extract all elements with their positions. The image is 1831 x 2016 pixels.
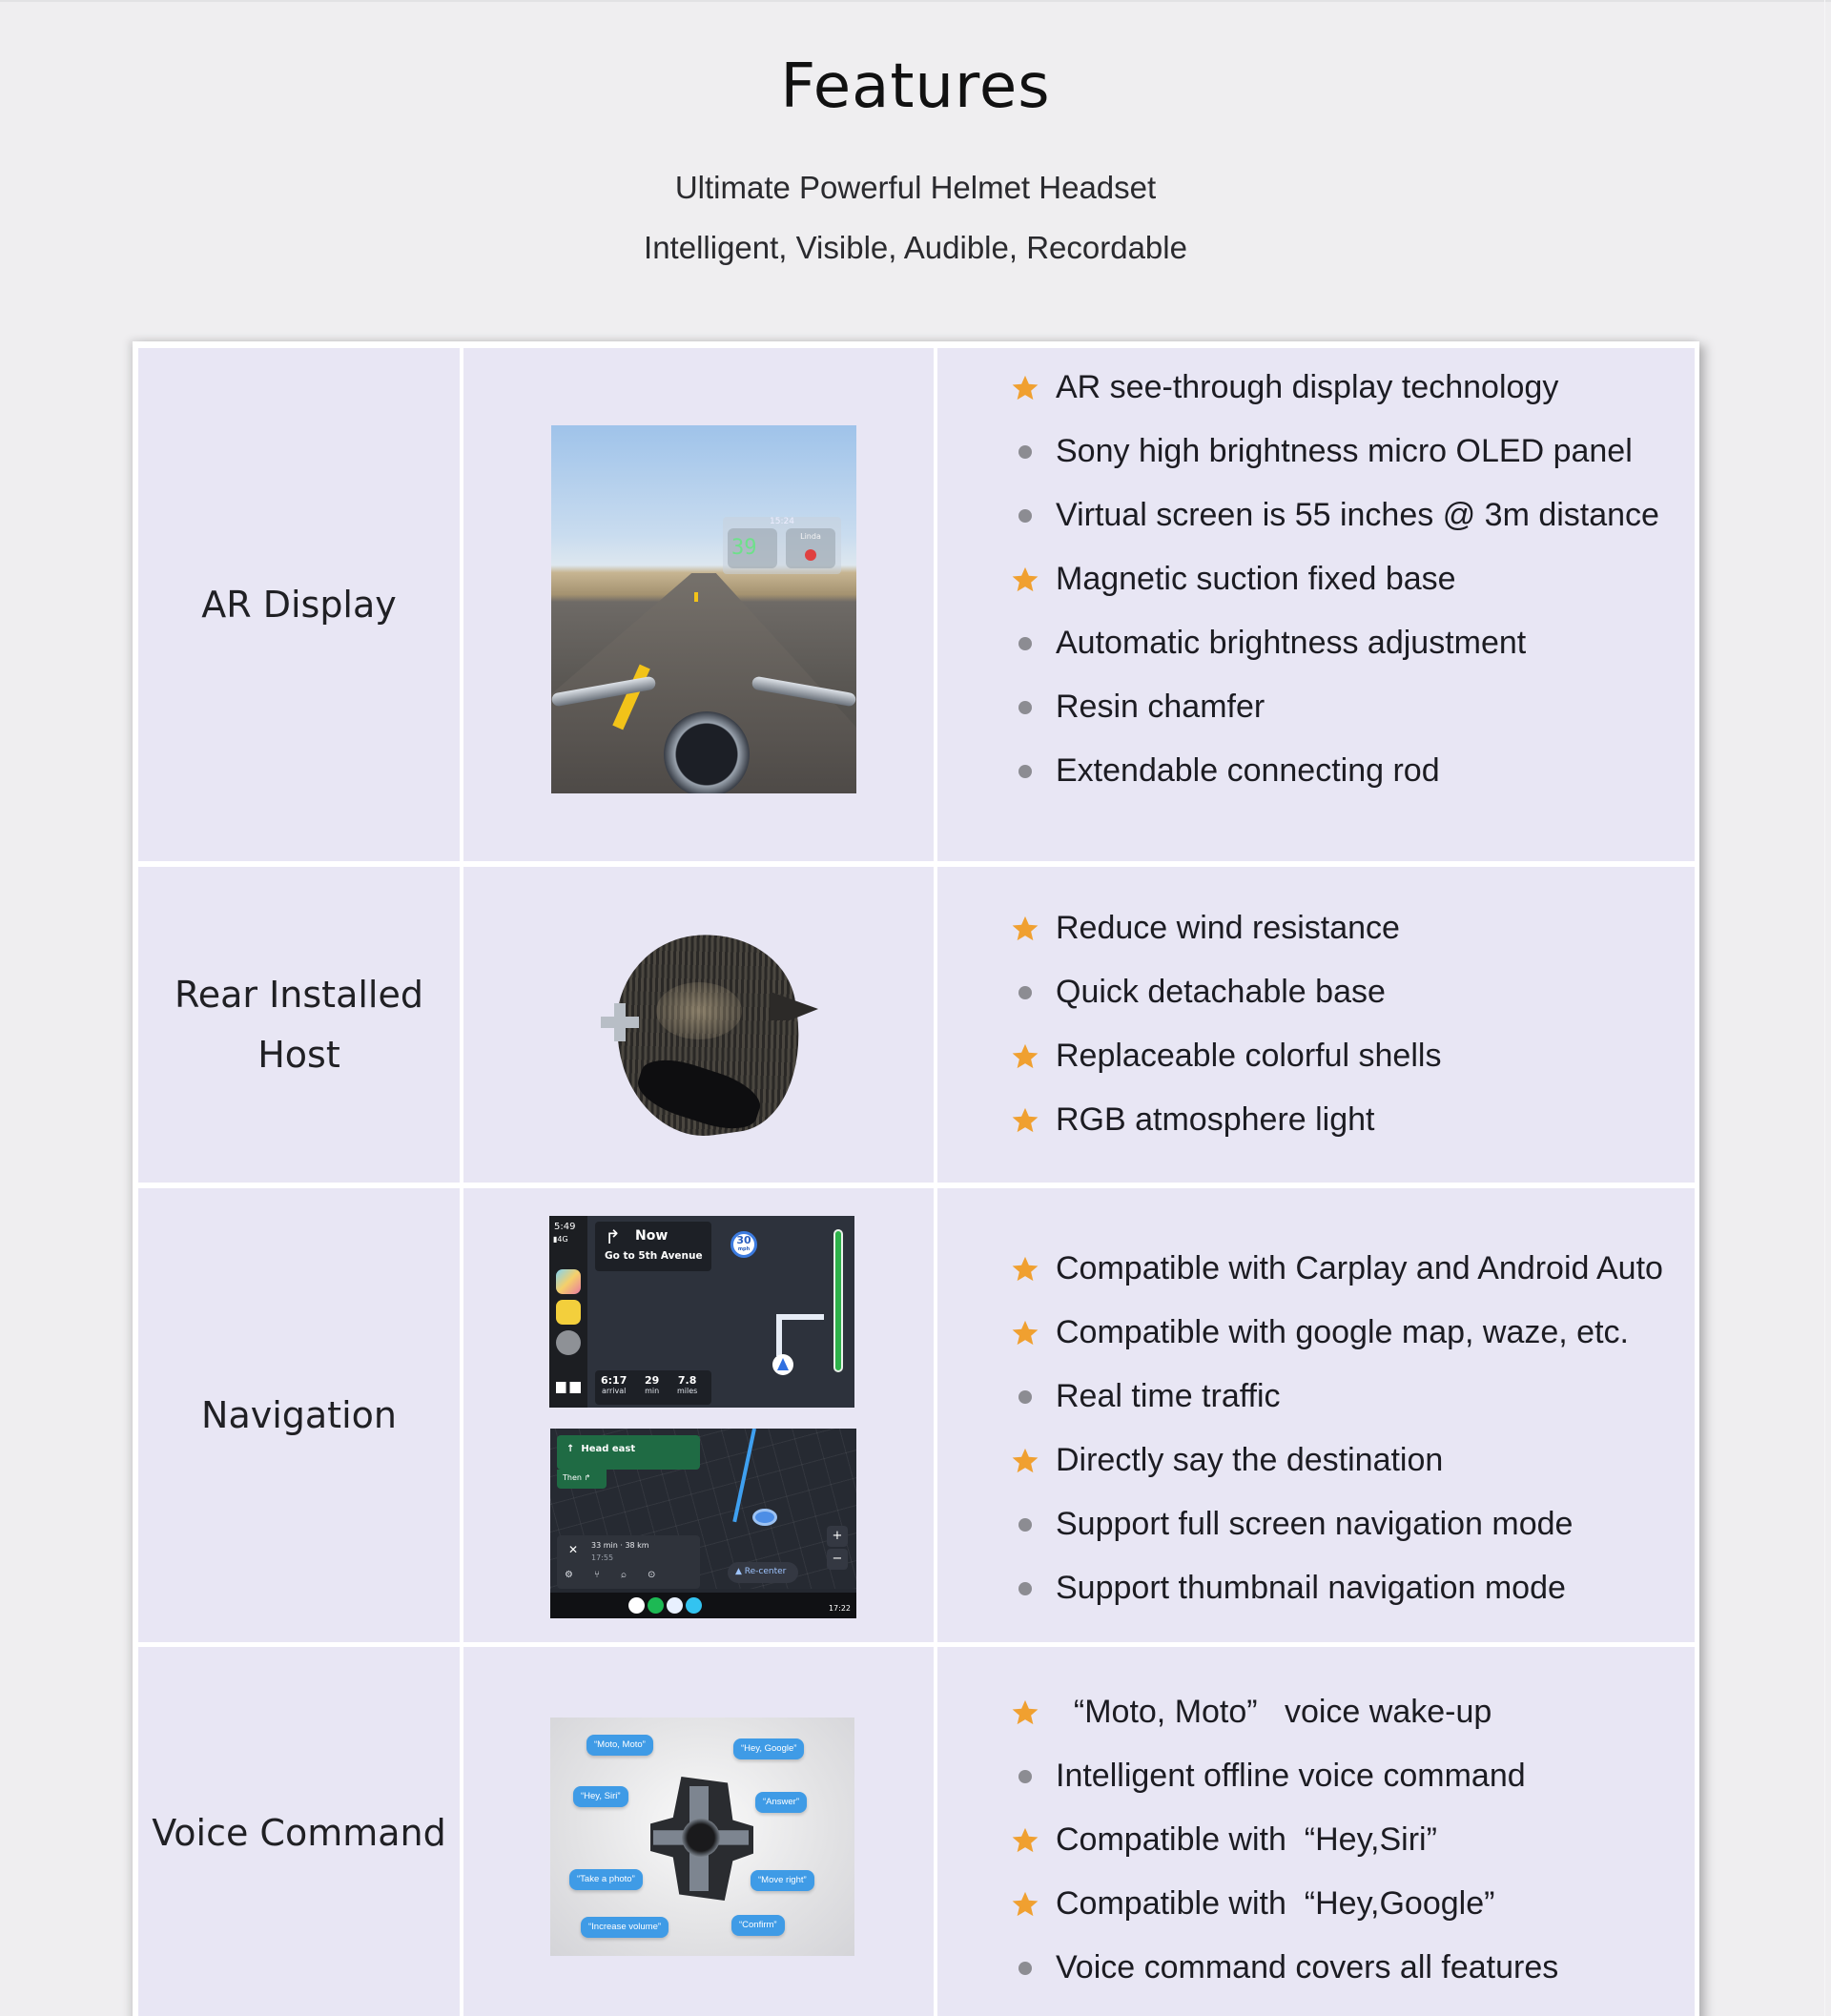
feature-text: Support full screen navigation mode	[1056, 1506, 1574, 1542]
row-features-cell	[937, 348, 1695, 861]
row-label-text: Host	[257, 1033, 340, 1076]
trip-summary: 33 min · 38 km	[591, 1541, 649, 1550]
arrival-time: 17:55	[591, 1553, 614, 1562]
voice-bubble: “Hey, Google”	[733, 1738, 804, 1759]
row-label	[175, 965, 423, 1085]
feature-text: Compatible with “Hey,Google”	[1056, 1885, 1495, 1922]
voice-bubble: “Confirm”	[731, 1915, 785, 1936]
table-row-rear-installed-host	[138, 867, 1695, 1183]
route-turn-line	[776, 1314, 824, 1356]
feature-item	[995, 1492, 1663, 1556]
feature-item	[995, 547, 1659, 611]
voice-bubble: “Answer”	[755, 1792, 807, 1813]
feature-text: Real time traffic	[1056, 1378, 1281, 1414]
feature-item	[995, 1237, 1663, 1301]
zoom-out-button[interactable]: −	[827, 1549, 848, 1570]
feature-item	[995, 1744, 1558, 1808]
turn-instruction-card	[595, 1222, 711, 1271]
feature-list	[995, 896, 1441, 1152]
dot-icon	[995, 637, 1056, 650]
dot-icon	[995, 701, 1056, 714]
feature-text: AR see-through display technology	[1056, 369, 1559, 405]
feature-text: Support thumbnail navigation mode	[1056, 1570, 1566, 1606]
feature-text: Voice command covers all features	[1056, 1949, 1559, 1985]
page-title: Features	[780, 51, 1051, 122]
table-row-navigation	[138, 1188, 1695, 1642]
feature-item	[995, 739, 1659, 803]
row-label-cell	[138, 1647, 460, 2016]
row-image-cell	[463, 867, 934, 1183]
feature-item	[995, 356, 1659, 420]
helmet-sheen	[656, 982, 742, 1039]
feature-item	[995, 611, 1659, 675]
feature-text: Directly say the destination	[1056, 1442, 1444, 1478]
taskbar-clock: 17:22	[828, 1604, 851, 1613]
row-label-text: Rear Installed	[175, 973, 423, 1016]
feature-item	[995, 675, 1659, 739]
table-row-voice-command	[138, 1647, 1695, 2016]
helmet-image	[599, 925, 818, 1140]
feature-item	[995, 1301, 1663, 1365]
zoom-in-button[interactable]: +	[827, 1526, 848, 1547]
turn-right-icon: ↱	[605, 1225, 621, 1248]
dashboard-icon	[556, 1382, 581, 1393]
feature-text: Reduce wind resistance	[1056, 910, 1400, 946]
subtitle-line-2: Intelligent, Visible, Audible, Recordable	[644, 230, 1187, 265]
turn-instruction-card	[557, 1435, 700, 1470]
then-turn-card: Then ↱	[557, 1470, 607, 1489]
top-divider	[0, 0, 1831, 2]
voice-bubble: “Increase volume”	[581, 1917, 669, 1938]
row-label-text: Navigation	[201, 1393, 397, 1436]
dot-icon	[995, 986, 1056, 999]
hud-time: 15:24	[770, 517, 794, 526]
hud-speed-panel	[728, 528, 777, 568]
ar-display-image	[551, 425, 856, 793]
eta-arrival: 6:17 arrival	[601, 1374, 627, 1395]
settings-app-icon	[556, 1330, 581, 1355]
row-label-text: Voice Command	[152, 1811, 446, 1854]
feature-text: Automatic brightness adjustment	[1056, 625, 1527, 661]
feature-item	[995, 420, 1659, 483]
features-table	[133, 341, 1699, 2016]
hang-up-icon	[805, 549, 816, 561]
current-position-icon	[772, 1354, 793, 1375]
feature-text: Quick detachable base	[1056, 974, 1386, 1010]
row-features-cell	[937, 1188, 1695, 1642]
star-icon	[995, 1698, 1056, 1727]
star-icon	[995, 374, 1056, 402]
close-icon[interactable]: ✕	[568, 1543, 579, 1556]
turn-instruction: Go to 5th Avenue	[605, 1250, 703, 1262]
route-progress-bar	[833, 1229, 843, 1372]
feature-item	[995, 1365, 1663, 1429]
row-label-cell	[138, 867, 460, 1183]
subtitle-line-1: Ultimate Powerful Helmet Headset	[674, 170, 1157, 205]
feature-text: “Moto, Moto” voice wake-up	[1056, 1694, 1492, 1730]
row-image-cell	[463, 348, 934, 861]
feature-item	[995, 896, 1441, 960]
row-image-cell	[463, 1647, 934, 2016]
feature-list	[995, 356, 1659, 803]
row-label-cell	[138, 348, 460, 861]
feature-item	[995, 1429, 1663, 1492]
carplay-sidebar	[549, 1216, 587, 1408]
feature-item	[995, 1808, 1558, 1872]
star-icon	[995, 1106, 1056, 1135]
lane-marking	[694, 592, 698, 602]
dot-icon	[995, 509, 1056, 523]
feature-text: Compatible with Carplay and Android Auto	[1056, 1250, 1663, 1286]
star-icon	[995, 566, 1056, 594]
star-icon	[995, 1319, 1056, 1347]
feature-text: Virtual screen is 55 inches @ 3m distance	[1056, 497, 1659, 533]
voice-bubble: “Move right”	[751, 1870, 814, 1891]
feature-item	[995, 1556, 1663, 1620]
dot-icon	[995, 445, 1056, 459]
row-features-cell	[937, 867, 1695, 1183]
eta-card	[595, 1370, 711, 1405]
spotify-icon[interactable]	[648, 1597, 664, 1614]
ar-hud-overlay	[723, 517, 841, 574]
music-app-icon	[556, 1300, 581, 1325]
feature-item	[995, 483, 1659, 547]
feature-text: RGB atmosphere light	[1056, 1101, 1375, 1138]
feature-text: Extendable connecting rod	[1056, 752, 1440, 789]
feature-text: Replaceable colorful shells	[1056, 1038, 1442, 1074]
voice-bubble: “Hey, Siri”	[573, 1786, 628, 1807]
speedometer	[664, 711, 750, 793]
hud-caller: Linda	[800, 532, 821, 541]
star-icon	[995, 1826, 1056, 1855]
feature-list	[995, 1680, 1558, 2000]
phone-icon[interactable]	[667, 1597, 683, 1614]
carplay-time: 5:49	[554, 1222, 576, 1232]
turn-instruction: ↑ Head east	[566, 1444, 636, 1454]
eta-minutes: 29 min	[645, 1374, 660, 1395]
feature-list	[995, 1237, 1663, 1620]
trip-action-icons[interactable]: ⚙⑂⌕⊙	[565, 1570, 677, 1580]
turn-label: Now	[635, 1228, 669, 1244]
row-label	[152, 1803, 446, 1863]
feature-text: Sony high brightness micro OLED panel	[1056, 433, 1633, 469]
star-icon	[995, 1255, 1056, 1284]
hud-speed: 39	[731, 536, 757, 560]
row-label-cell	[138, 1188, 460, 1642]
feature-text: Intelligent offline voice command	[1056, 1758, 1526, 1794]
row-features-cell	[937, 1647, 1695, 2016]
feature-item	[995, 1872, 1558, 1936]
voice-command-image	[550, 1718, 854, 1956]
dot-icon	[995, 1390, 1056, 1404]
row-label	[201, 575, 397, 635]
feature-item	[995, 960, 1441, 1024]
dot-icon	[995, 765, 1056, 778]
recenter-button[interactable]: ▲ Re-center	[728, 1562, 798, 1583]
android-auto-taskbar	[550, 1593, 856, 1618]
signal-icon: ▮4G	[553, 1235, 568, 1244]
speed-limit-badge: 30 mph	[730, 1231, 757, 1258]
feature-text: Compatible with “Hey,Siri”	[1056, 1821, 1437, 1858]
carplay-screenshot	[549, 1216, 854, 1408]
feature-text: Resin chamfer	[1056, 689, 1265, 725]
feature-item	[995, 1680, 1558, 1744]
row-label	[201, 1386, 397, 1446]
row-label-text: AR Display	[201, 583, 397, 626]
dot-icon	[995, 1962, 1056, 1975]
eta-distance: 7.8 miles	[677, 1374, 698, 1395]
star-icon	[995, 1447, 1056, 1475]
feature-item	[995, 1088, 1441, 1152]
dot-icon	[995, 1582, 1056, 1595]
android-auto-screenshot	[550, 1429, 856, 1618]
table-row-ar-display	[138, 348, 1695, 861]
remote-knob	[682, 1819, 720, 1857]
dot-icon	[995, 1518, 1056, 1532]
maps-app-icon	[556, 1269, 581, 1294]
feature-item	[995, 1936, 1558, 2000]
google-maps-icon[interactable]	[628, 1597, 645, 1614]
waze-icon[interactable]	[686, 1597, 702, 1614]
page-edge	[1824, 0, 1825, 2016]
star-icon	[995, 915, 1056, 943]
feature-item	[995, 1024, 1441, 1088]
dot-icon	[995, 1770, 1056, 1783]
feature-text: Magnetic suction fixed base	[1056, 561, 1456, 597]
trip-card	[557, 1535, 700, 1589]
hud-call-panel	[786, 528, 835, 568]
voice-bubble: “Take a photo”	[569, 1869, 643, 1890]
star-icon	[995, 1042, 1056, 1071]
row-image-cell	[463, 1188, 934, 1642]
current-position-icon	[752, 1509, 777, 1526]
voice-bubble: “Moto, Moto”	[586, 1735, 653, 1756]
feature-text: Compatible with google map, waze, etc.	[1056, 1314, 1629, 1350]
star-icon	[995, 1890, 1056, 1919]
